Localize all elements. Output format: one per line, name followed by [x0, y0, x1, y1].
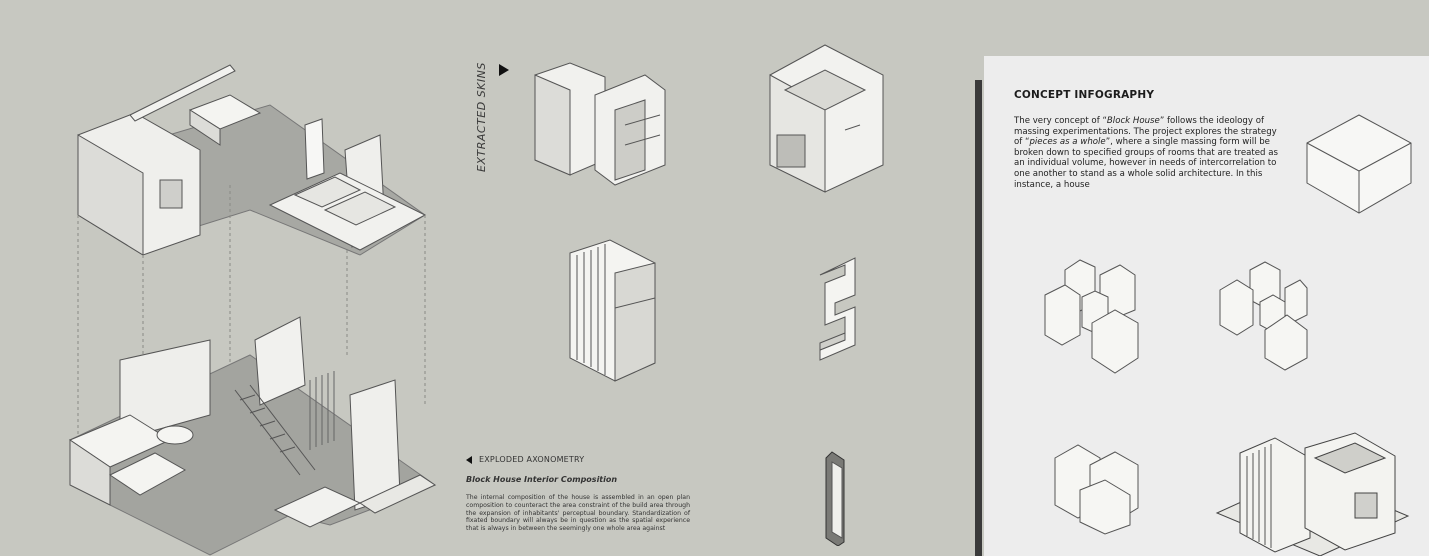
exploded-axonometry-drawing — [60, 55, 440, 556]
skin-drawing-2 — [565, 238, 665, 383]
axonometry-heading — [466, 455, 690, 464]
skin-drawing-5 — [822, 450, 850, 546]
concept-body-part-1: The very concept of “ — [1014, 116, 1107, 126]
axonometry-label: EXPLODED AXONOMETRY — [479, 455, 585, 464]
concept-body-emphasis-1: Block House — [1106, 116, 1160, 126]
concept-title: CONCEPT INFOGRAPHY — [1014, 89, 1155, 101]
single-mass-diagram — [1303, 113, 1415, 218]
broken-mass-diagram-2 — [1215, 260, 1315, 372]
accent-bar — [975, 80, 982, 556]
skin-drawing-1 — [530, 55, 690, 195]
left-triangle-icon — [466, 456, 472, 464]
skin-drawing-3 — [765, 40, 890, 195]
assembled-mass-diagram — [1050, 440, 1145, 535]
concept-body-part-2: ” follows the ideology of massing experimentations. The project explores the strategy of “ — [1014, 116, 1277, 148]
final-house-model — [1215, 428, 1410, 556]
axonometry-title: Block House Interior Composition — [466, 475, 618, 484]
axonometry-caption — [466, 455, 690, 533]
extracted-skins-label: EXTRACTED SKINS — [475, 62, 488, 172]
skin-drawing-4 — [815, 255, 860, 363]
broken-mass-diagram-1 — [1040, 255, 1140, 375]
right-triangle-icon — [499, 64, 509, 76]
concept-body-emphasis-2: pieces as a whole — [1029, 137, 1106, 148]
axonometry-body: The internal composition of the house is assembled in an open plan composition to counteract the area constraint of the build area through the expansion of inhabitants' perceptual boundary. Standardization of fixated boundary will always be in question as the spatial experience that is always in between the seemingly one whole area against — [466, 494, 690, 533]
concept-body — [1014, 116, 1279, 190]
concept-body-part-3: ”, where a single massing form will be broken down to specified groups of rooms that are treated as an individual volume, however in needs of intercorrelation to one another to stand as a whole solid architecture. In this instance, a house — [1014, 137, 1278, 190]
